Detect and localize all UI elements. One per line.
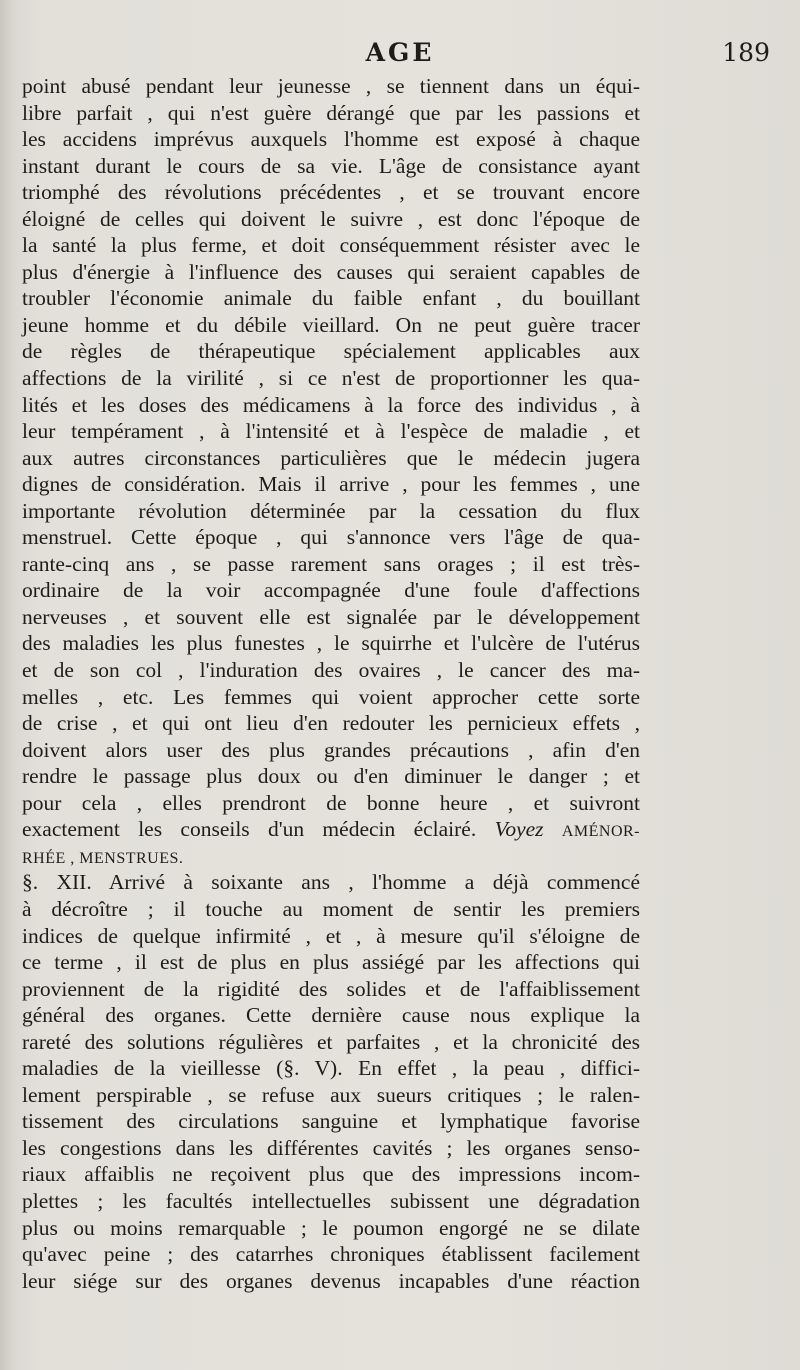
text-line: melles , etc. Les femmes qui voient approcher cette sorte — [22, 684, 640, 709]
text-line: et de son col , l'induration des ovaires , le cancer des ma- — [22, 658, 640, 683]
text-line: instant durant le cours de sa vie. L'âge de consistance ayant — [22, 153, 640, 178]
text-line: §. XII. Arrivé à soixante ans , l'homme a déjà commencé — [22, 870, 640, 895]
text-line: lités et les doses des médicamens à la force des individus , à — [22, 392, 640, 417]
text-line: la santé la plus ferme, et doit conséquemment résister avec le — [22, 233, 640, 258]
text-line: de crise , et qui ont lieu d'en redouter les pernicieux effets , — [22, 711, 640, 736]
body-text — [22, 73, 640, 1294]
paragraph-1 — [22, 73, 640, 816]
text-line — [22, 816, 640, 843]
text-line: lement perspirable , se refuse aux sueurs critiques ; le ralen- — [22, 1082, 640, 1107]
text-line: riaux affaiblis ne reçoivent plus que des impressions incom- — [22, 1162, 640, 1187]
running-title: AGE — [365, 38, 435, 67]
text-line: les congestions dans les différentes cavités ; les organes senso- — [22, 1135, 640, 1160]
text-line: leur siége sur des organes devenus incapables d'une réaction — [22, 1268, 640, 1293]
text-line: rante-cinq ans , se passe rarement sans orages ; il est très- — [22, 551, 640, 576]
text-line — [22, 843, 640, 870]
text-line: affections de la virilité , si ce n'est de proportionner les qua- — [22, 366, 640, 391]
text-line: des maladies les plus funestes , le squirrhe et l'ulcère de l'utérus — [22, 631, 640, 656]
text-line: rendre le passage plus doux ou d'en diminuer le danger ; et — [22, 764, 640, 789]
text-line: nerveuses , et souvent elle est signalée par le développement — [22, 604, 640, 629]
text-line: plettes ; les facultés intellectuelles subissent une dégradation — [22, 1188, 640, 1213]
text-line: troubler l'économie animale du faible enfant , du bouillant — [22, 286, 640, 311]
text-line: importante révolution déterminée par la cessation du flux — [22, 498, 640, 523]
text-line: ordinaire de la voir accompagnée d'une foule d'affections — [22, 578, 640, 603]
text-line: les accidens imprévus auxquels l'homme est exposé à chaque — [22, 127, 640, 152]
page-number: 189 — [722, 38, 770, 67]
text-line: doivent alors user des plus grandes précautions , afin d'en — [22, 737, 640, 762]
text-line: leur tempérament , à l'intensité et à l'espèce de maladie , et — [22, 419, 640, 444]
text-line: indices de quelque infirmité , et , à mesure qu'il s'éloigne de — [22, 923, 640, 948]
voyez-label: Voyez — [494, 817, 544, 842]
text-line: qu'avec peine ; des catarrhes chroniques établissent facilement — [22, 1242, 640, 1267]
paragraph-2 — [22, 869, 640, 1294]
running-head — [0, 38, 800, 72]
text-line: proviennent de la rigidité des solides et de l'affaiblissement — [22, 976, 640, 1001]
text-line: à décroître ; il touche au moment de sentir les premiers — [22, 896, 640, 921]
text-line: maladies de la vieillesse (§. V). En effet , la peau , diffici- — [22, 1056, 640, 1081]
text-line: plus ou moins remarquable ; le poumon engorgé ne se dilate — [22, 1215, 640, 1240]
text-line: plus d'énergie à l'influence des causes qui seraient capables de — [22, 259, 640, 284]
text-line: rareté des solutions régulières et parfaites , et la chronicité des — [22, 1029, 640, 1054]
text-line: triomphé des révolutions précédentes , et se trouvant encore — [22, 180, 640, 205]
text-line: éloigné de celles qui doivent le suivre , est donc l'époque de — [22, 206, 640, 231]
text-line: aux autres circonstances particulières que le médecin jugera — [22, 445, 640, 470]
text-line: de règles de thérapeutique spécialement applicables aux — [22, 339, 640, 364]
text-line: ce terme , il est de plus en plus assiégé par les affections qui — [22, 950, 640, 975]
text-line: jeune homme et du débile vieillard. On ne peut guère tracer — [22, 312, 640, 337]
cross-reference: AMÉNOR- — [561, 823, 641, 841]
text-line: général des organes. Cette dernière cause nous explique la — [22, 1003, 640, 1028]
citation-text: exactement les conseils d'un médecin éclairé. — [22, 817, 477, 842]
text-line: tissement des circulations sanguine et lymphatique favorise — [22, 1109, 640, 1134]
text-line: menstruel. Cette époque , qui s'annonce vers l'âge de qua- — [22, 525, 640, 550]
text-line: pour cela , elles prendront de bonne heure , et suivront — [22, 790, 640, 815]
cross-reference: RHÉE , MENSTRUES. — [22, 849, 184, 867]
text-line: point abusé pendant leur jeunesse , se tiennent dans un équi- — [22, 74, 640, 98]
text-line: dignes de considération. Mais il arrive , pour les femmes , une — [22, 472, 640, 497]
text-line: libre parfait , qui n'est guère dérangé que par les passions et — [22, 100, 640, 125]
